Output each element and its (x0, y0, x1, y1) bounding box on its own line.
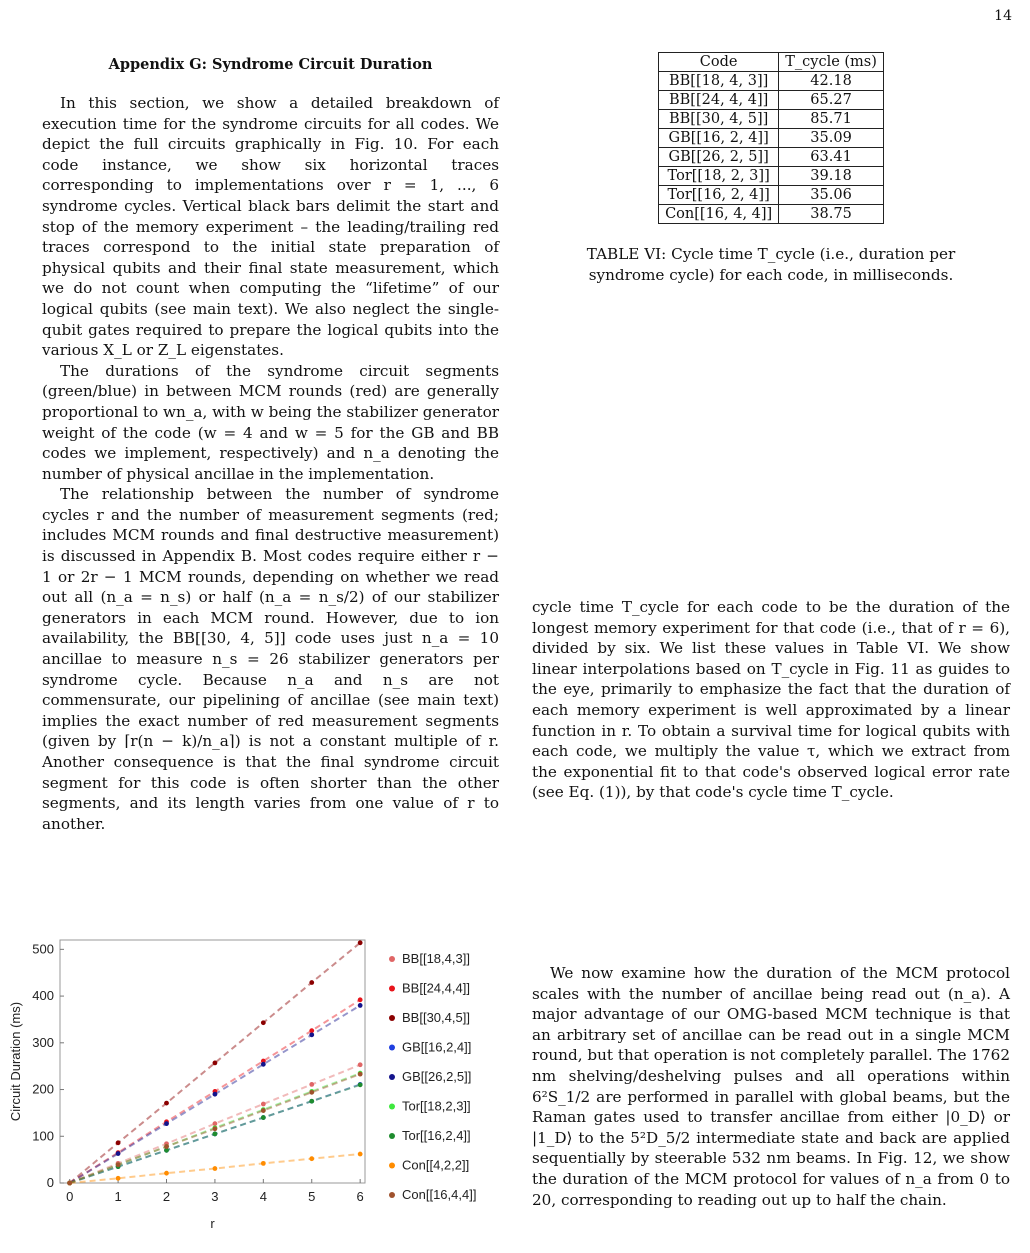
table-row (659, 205, 884, 224)
data-point (116, 1176, 121, 1181)
cycle-time-table (658, 52, 884, 224)
data-point (309, 1082, 314, 1087)
data-point (358, 1082, 363, 1087)
table-cell-code: BB[[24, 4, 4]] (659, 91, 779, 110)
legend-label: BB[[18,4,3]] (402, 951, 470, 966)
data-point (309, 1028, 314, 1033)
data-point (358, 997, 363, 1002)
table-row (659, 110, 884, 129)
table-cell-value: 63.41 (779, 148, 884, 167)
legend-marker (389, 1104, 395, 1110)
legend-label: Tor[[16,2,4]] (402, 1128, 471, 1143)
table-cell-code: GB[[26, 2, 5]] (659, 148, 779, 167)
left-paragraph-3: The relationship between the number of syndrome cycles r and the number of measurement segments (red; includes MCM rounds and final destructive measurement) is discussed in Appendix B. Most codes require either r − 1 or 2r − 1 MCM rounds, depending on whether we read out all (n_a = n_s) or half (n_a = n_s/2) of our stabilizer generators in each MCM round. However, due to ion availability, the BB[[30, 4, 5]] code uses just n_a = 10 ancillae to measure n_s = 26 stabilizer generators per syndrome cycle. Because n_a and n_s are not commensurate, our pipelining of ancillae (see main text) implies the exact number of red measurement segments (given by ⌈r(n − k)/n_a⌉) is not a constant multiple of r. Another consequence is that the final syndrome circuit segment for this code is often shorter than the other segments, and its length varies from one value of r to another. (42, 485, 499, 833)
x-tick-label: 3 (211, 1189, 219, 1204)
data-point (213, 1121, 218, 1126)
legend-label: Tor[[18,2,3]] (402, 1098, 471, 1114)
y-tick-label: 500 (32, 941, 54, 957)
data-point (358, 1152, 363, 1157)
chart-svg (0, 928, 510, 1249)
data-point (116, 1140, 121, 1145)
table-cell-code: Con[[16, 4, 4]] (659, 205, 779, 224)
x-tick-label: 6 (356, 1189, 364, 1204)
table-row (659, 129, 884, 148)
data-point (261, 1115, 266, 1120)
data-point (164, 1144, 169, 1149)
left-paragraph-1: In this section, we show a detailed breakdown of execution time for the syndrome circuits for all codes. We depict the full circuits graphically in Fig. 10. For each code instance, we show six horizontal traces corresponding to implementations over r = 1, ..., 6 syndrome cycles. Vertical black bars delimit the start and stop of the memory experiment – the leading/trailing red traces correspond to the initial state preparation of physical qubits and their final state measurement, which we do not count when computing the “lifetime” of our logical qubits (see main text). We also neglect the single-qubit gates required to prepare the logical qubits into the various X_L or Z_L eigenstates. (42, 94, 499, 360)
legend-marker (389, 1074, 395, 1080)
table-cell-value: 65.27 (779, 91, 884, 110)
table-cell-value: 35.09 (779, 129, 884, 148)
x-tick-label: 1 (114, 1189, 122, 1204)
legend-label: BB[[24,4,4]] (402, 980, 470, 996)
data-point (309, 1032, 314, 1037)
table-cell-value: 42.18 (779, 72, 884, 91)
data-point (116, 1151, 121, 1156)
table-row (659, 167, 884, 186)
y-axis-label: Circuit Duration (ms) (8, 1001, 23, 1122)
table-row (659, 186, 884, 205)
legend-marker (389, 1015, 395, 1021)
data-point (309, 1090, 314, 1095)
y-tick-label: 400 (32, 988, 54, 1004)
table-row (659, 91, 884, 110)
x-axis-label: r (210, 1216, 215, 1231)
left-column (42, 52, 499, 834)
y-tick-label: 300 (32, 1034, 54, 1050)
legend-marker (389, 1045, 395, 1051)
table-header-code: Code (659, 53, 779, 72)
data-point (309, 980, 314, 985)
right-paragraph-1: cycle time T_cycle for each code to be the duration of the longest memory experiment for that code (i.e., that of r = 6), divided by six. We list these values in Table VI. We show linear interpolations based on T_cycle in Fig. 11 as guides to the eye, primarily to emphasize the fact that the duration of each memory experiment is well approximated by a linear function in r. To obtain a survival time for logical qubits with each code, we multiply the value τ, which we extract from the exponential fit to that code's observed logical error rate (see Eq. (1)), by that code's cycle time T_cycle. (532, 598, 1010, 802)
x-tick-label: 4 (259, 1189, 267, 1204)
left-paragraph-2: The durations of the syndrome circuit segments (green/blue) in between MCM rounds (red) are generally proportional to wn_a, with w being the stabilizer generator weight of the code (w = 4 and w = 5 for the GB and BB codes we implement, respectively) and n_a denoting the number of physical ancillae in the implementation. (42, 361, 499, 483)
data-point (309, 1099, 314, 1104)
data-point (261, 1102, 266, 1107)
data-point (261, 1020, 266, 1025)
data-point (358, 1062, 363, 1067)
data-point (213, 1166, 218, 1171)
table-cell-value: 38.75 (779, 205, 884, 224)
table-cell-code: BB[[18, 4, 3]] (659, 72, 779, 91)
data-point (164, 1171, 169, 1176)
right-paragraph-2: We now examine how the duration of the MCM protocol scales with the number of ancillae being read out (n_a). A major advantage of our OMG-based MCM technique is that an arbitrary set of ancillae can be read out in a single MCM round, but that operation is not completely parallel. The 1762 nm shelving/deshelving pulses and all operations within 6²S_1/2 are performed in parallel with global beams, but the Raman gates used to transfer ancillae from either |0_D⟩ or |1_D⟩ to the 5²D_5/2 intermediate state and back are applied sequentially by steerable 532 nm beams. In Fig. 12, we show the duration of the MCM protocol for values of n_a from 0 to 20, corresponding to reading out up to half the chain. (532, 964, 1010, 1209)
data-point (213, 1061, 218, 1066)
table-row (659, 148, 884, 167)
circuit-duration-chart (0, 928, 510, 1249)
table-cell-value: 39.18 (779, 167, 884, 186)
table-cell-code: BB[[30, 4, 5]] (659, 110, 779, 129)
legend-marker (389, 986, 395, 992)
data-point (358, 940, 363, 945)
table-cell-code: Tor[[18, 2, 3]] (659, 167, 779, 186)
table-cell-value: 35.06 (779, 186, 884, 205)
x-tick-label: 0 (66, 1189, 74, 1204)
table-header-tcycle: T_cycle (ms) (779, 53, 884, 72)
data-point (213, 1126, 218, 1131)
legend-marker (389, 1163, 395, 1169)
data-point (358, 1072, 363, 1077)
table-cell-code: GB[[16, 2, 4]] (659, 129, 779, 148)
data-point (164, 1121, 169, 1126)
x-tick-label: 5 (308, 1189, 316, 1204)
table-row (659, 72, 884, 91)
table-caption: TABLE VI: Cycle time T_cycle (i.e., duration per syndrome cycle) for each code, in milliseconds. (586, 245, 956, 284)
y-tick-label: 100 (32, 1128, 54, 1144)
data-point (309, 1156, 314, 1161)
page-number: 14 (994, 8, 1012, 24)
legend-label: GB[[16,2,4]] (402, 1039, 472, 1055)
data-point (213, 1092, 218, 1097)
legend-label: GB[[26,2,5]] (402, 1069, 472, 1084)
x-tick-label: 2 (162, 1189, 171, 1204)
legend-label: Con[[4,2,2]] (402, 1157, 470, 1173)
data-point (261, 1161, 266, 1166)
table-cell-value: 85.71 (779, 110, 884, 129)
right-column (532, 52, 1010, 1209)
data-point (164, 1101, 169, 1106)
y-tick-label: 200 (32, 1081, 54, 1097)
data-point (213, 1132, 218, 1137)
data-point (67, 1181, 72, 1186)
y-tick-label: 0 (46, 1175, 54, 1190)
data-point (358, 1003, 363, 1008)
legend-label: BB[[30,4,5]] (402, 1010, 470, 1025)
data-point (261, 1062, 266, 1067)
legend-marker (389, 1133, 395, 1139)
legend-marker (389, 1192, 395, 1198)
table-cell-code: Tor[[16, 2, 4]] (659, 186, 779, 205)
data-point (261, 1108, 266, 1113)
legend-label: Con[[16,4,4]] (402, 1187, 477, 1202)
data-point (116, 1162, 121, 1167)
legend-marker (389, 956, 395, 962)
appendix-heading: Appendix G: Syndrome Circuit Duration (108, 56, 433, 73)
